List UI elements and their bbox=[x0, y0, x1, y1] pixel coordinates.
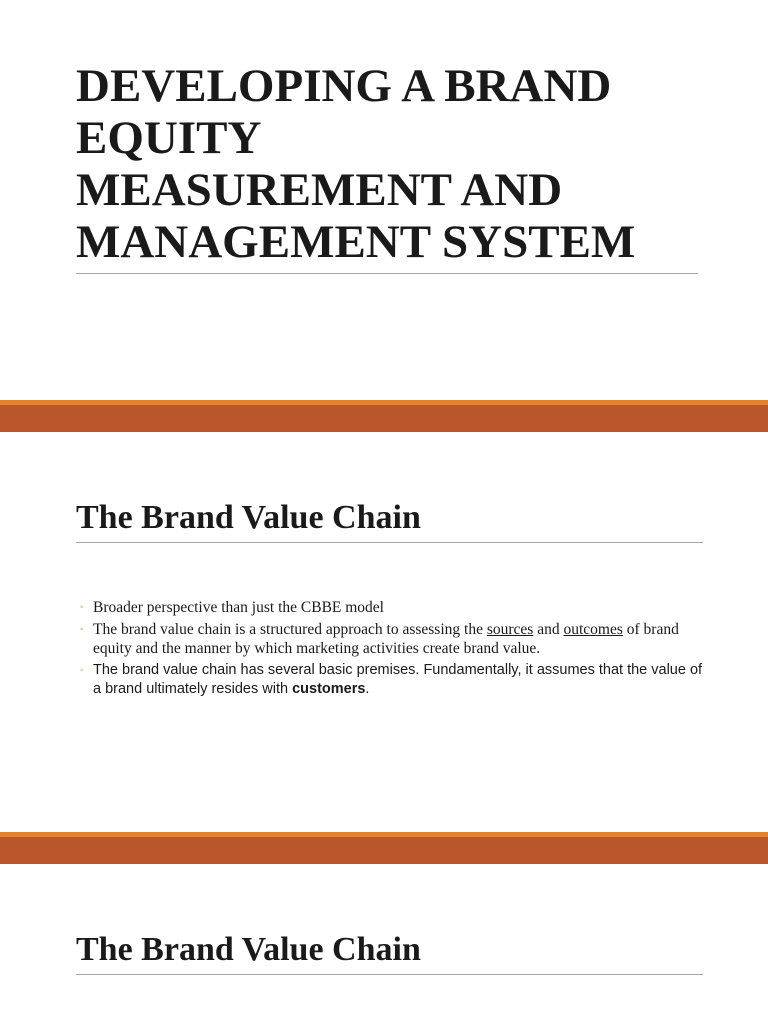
slide-separator-band bbox=[0, 400, 768, 432]
title-underline-rule bbox=[76, 273, 698, 274]
bullet-circle-icon: ◦ bbox=[80, 602, 84, 613]
bullet-item-3: ◦ The brand value chain has several basic premises. Fundamentally, it assumes that the value of a brand ultimately resides with customers. bbox=[80, 662, 703, 697]
slide-2-title: The Brand Value Chain bbox=[76, 499, 421, 536]
bold-customers: customers bbox=[292, 681, 366, 697]
title-line-1: DEVELOPING A BRAND bbox=[76, 60, 612, 112]
bullet-item-2: ◦ The brand value chain is a structured approach to assessing the sources and outcomes of brand equity and the manner by which marketing activities create brand value. bbox=[80, 621, 679, 657]
slide-1-title bbox=[76, 60, 716, 268]
bullet-circle-icon: ◦ bbox=[80, 665, 84, 676]
underlined-outcomes: outcomes bbox=[563, 621, 623, 638]
bullet-item-1: ◦ Broader perspective than just the CBBE model bbox=[80, 599, 384, 616]
slide-separator-band bbox=[0, 832, 768, 864]
bullet-list bbox=[80, 598, 710, 702]
bullet-circle-icon: ◦ bbox=[80, 624, 84, 635]
slide-title bbox=[0, 0, 768, 400]
underlined-sources: sources bbox=[486, 621, 534, 638]
slide-2-title-rule bbox=[76, 542, 703, 543]
slide-brand-value-chain-2 bbox=[0, 864, 768, 1024]
slide-3-title-rule bbox=[76, 974, 703, 975]
title-line-3: MEASUREMENT AND bbox=[76, 164, 563, 216]
slide-3-title: The Brand Value Chain bbox=[76, 931, 421, 968]
title-line-4: MANAGEMENT SYSTEM bbox=[76, 216, 636, 268]
title-line-2: EQUITY bbox=[76, 112, 262, 164]
slide-brand-value-chain bbox=[0, 432, 768, 832]
